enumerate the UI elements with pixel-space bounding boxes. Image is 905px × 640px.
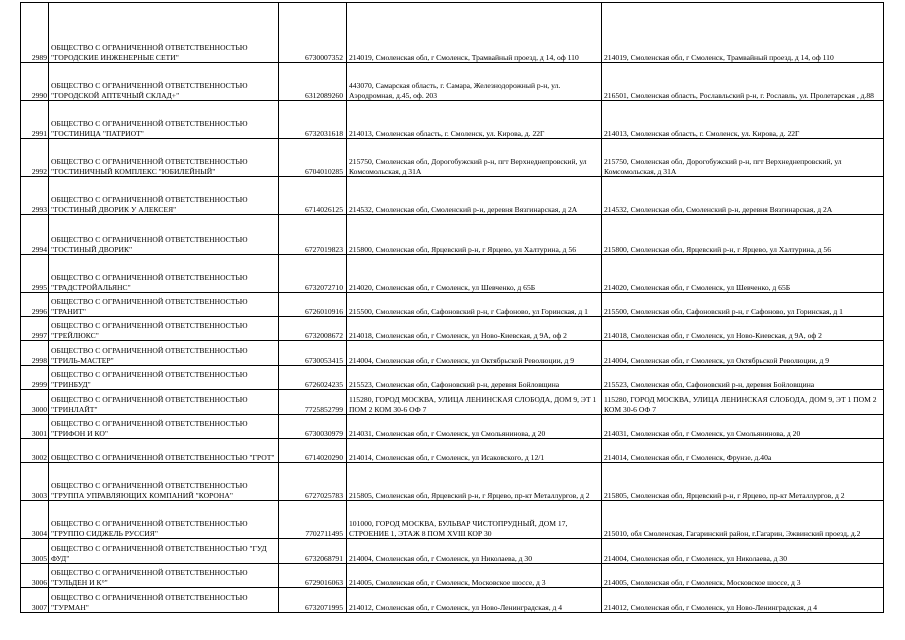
legal-address-cell: 214532, Смоленская обл, Смоленский р-н, деревня Вязгинарская, д 2А (347, 177, 602, 215)
row-number-cell: 3007 (21, 588, 49, 613)
inn-cell: 6714020290 (279, 439, 347, 463)
table-row (21, 564, 884, 588)
inn-cell: 6730030979 (279, 415, 347, 439)
row-number-cell: 2998 (21, 341, 49, 366)
row-number-cell: 2995 (21, 255, 49, 293)
organization-name-cell: ОБЩЕСТВО С ОГРАНИЧЕННОЙ ОТВЕТСТВЕННОСТЬЮ "ГРИЛЬ-МАСТЕР" (49, 341, 279, 366)
legal-address-cell: 215523, Смоленская обл, Сафоновский р-н, деревня Бойловщина (347, 366, 602, 390)
organization-name-cell: ОБЩЕСТВО С ОГРАНИЧЕННОЙ ОТВЕТСТВЕННОСТЬЮ "ГРИФОН И КО" (49, 415, 279, 439)
table-row (21, 439, 884, 463)
organization-name-cell: ОБЩЕСТВО С ОГРАНИЧЕННОЙ ОТВЕТСТВЕННОСТЬЮ "ГОСТИНЫЙ ДВОРИК" (49, 215, 279, 255)
actual-address-cell: 215500, Смоленская обл, Сафоновский р-н, г Сафоново, ул Горинская, д 1 (602, 293, 884, 317)
actual-address-cell: 214004, Смоленская обл, г Смоленск, ул Николаева, д 30 (602, 539, 884, 564)
actual-address-cell: 214012, Смоленская обл, г Смоленск, ул Ново-Ленинградская, д 4 (602, 588, 884, 613)
actual-address-cell: 215805, Смоленская обл, Ярцевский р-н, г Ярцево, пр-кт Металлургов, д 2 (602, 463, 884, 501)
inn-cell: 6727025783 (279, 463, 347, 501)
inn-cell: 6729016063 (279, 564, 347, 588)
legal-address-cell: 214013, Смоленская область, г. Смоленск, ул. Кирова, д. 22Г (347, 101, 602, 139)
actual-address-cell: 215523, Смоленская обл, Сафоновский р-н, деревня Бойловщина (602, 366, 884, 390)
actual-address-cell: 215750, Смоленская обл, Дорогобужский р-н, пгт Верхнеднепровский, ул Комсомольская, д 31А (602, 139, 884, 177)
row-number-cell: 3002 (21, 439, 49, 463)
inn-cell: 6714026125 (279, 177, 347, 215)
actual-address-cell: 214018, Смоленская обл, г Смоленск, ул Ново-Киевская, д 9А, оф 2 (602, 317, 884, 341)
actual-address-cell: 215010, обл Смоленская, Гагаринский район, г.Гагарин, Эжвинский проезд, д.2 (602, 501, 884, 539)
table-row (21, 415, 884, 439)
table-row (21, 539, 884, 564)
table-row (21, 139, 884, 177)
legal-address-cell: 115280, ГОРОД МОСКВА, УЛИЦА ЛЕНИНСКАЯ СЛОБОДА, ДОМ 9, ЭТ 1 ПОМ 2 КОМ 30-6 ОФ 7 (347, 390, 602, 415)
organization-name-cell: ОБЩЕСТВО С ОГРАНИЧЕННОЙ ОТВЕТСТВЕННОСТЬЮ "ГОРОДСКИЕ ИНЖЕНЕРНЫЕ СЕТИ" (49, 3, 279, 63)
actual-address-cell: 214532, Смоленская обл, Смоленский р-н, деревня Вязгинарская, д 2А (602, 177, 884, 215)
inn-cell: 6726010916 (279, 293, 347, 317)
row-number-cell: 2996 (21, 293, 49, 317)
legal-address-cell: 214004, Смоленская обл, г Смоленск, ул Николаева, д 30 (347, 539, 602, 564)
registry-rows (21, 3, 884, 613)
actual-address-cell: 214013, Смоленская область, г. Смоленск, ул. Кирова, д. 22Г (602, 101, 884, 139)
actual-address-cell: 214020, Смоленская обл, г Смоленск, ул Шевченко, д 65Б (602, 255, 884, 293)
row-number-cell: 2990 (21, 63, 49, 101)
actual-address-cell: 215800, Смоленская обл, Ярцевский р-н, г Ярцево, ул Халтурина, д 56 (602, 215, 884, 255)
actual-address-cell: 214005, Смоленская обл, г Смоленск, Московское шоссе, д 3 (602, 564, 884, 588)
organization-name-cell: ОБЩЕСТВО С ОГРАНИЧЕННОЙ ОТВЕТСТВЕННОСТЬЮ "ГОСТИНИЦА "ПАТРИОТ" (49, 101, 279, 139)
inn-cell: 6732068791 (279, 539, 347, 564)
table-row (21, 293, 884, 317)
table-row (21, 390, 884, 415)
inn-cell: 6730053415 (279, 341, 347, 366)
inn-cell: 6726024235 (279, 366, 347, 390)
table-row (21, 3, 884, 63)
table-row (21, 366, 884, 390)
row-number-cell: 3004 (21, 501, 49, 539)
legal-address-cell: 214031, Смоленская обл, г Смоленск, ул Смольянинова, д 20 (347, 415, 602, 439)
table-row (21, 341, 884, 366)
legal-address-cell: 214014, Смоленская обл, г Смоленск, ул Исаковского, д 12/1 (347, 439, 602, 463)
legal-address-cell: 215800, Смоленская обл, Ярцевский р-н, г Ярцево, ул Халтурина, д 56 (347, 215, 602, 255)
table-row (21, 317, 884, 341)
table-row (21, 501, 884, 539)
legal-address-cell: 214020, Смоленская обл, г Смоленск, ул Шевченко, д 65Б (347, 255, 602, 293)
inn-cell: 6732008672 (279, 317, 347, 341)
organization-name-cell: ОБЩЕСТВО С ОГРАНИЧЕННОЙ ОТВЕТСТВЕННОСТЬЮ "ГРОТ" (49, 439, 279, 463)
actual-address-cell: 115280, ГОРОД МОСКВА, УЛИЦА ЛЕНИНСКАЯ СЛОБОДА, ДОМ 9, ЭТ 1 ПОМ 2 КОМ 30-6 ОФ 7 (602, 390, 884, 415)
organization-name-cell: ОБЩЕСТВО С ОГРАНИЧЕННОЙ ОТВЕТСТВЕННОСТЬЮ "ГРИНЛАЙТ" (49, 390, 279, 415)
row-number-cell: 3000 (21, 390, 49, 415)
legal-address-cell: 101000, ГОРОД МОСКВА, БУЛЬВАР ЧИСТОПРУДНЫЙ, ДОМ 17, СТРОЕНИЕ 1, ЭТАЖ 8 ПОМ XVIII КОР 30 (347, 501, 602, 539)
organization-name-cell: ОБЩЕСТВО С ОГРАНИЧЕННОЙ ОТВЕТСТВЕННОСТЬЮ "ГРУППА УПРАВЛЯЮЩИХ КОМПАНИЙ "КОРОНА" (49, 463, 279, 501)
inn-cell: 6704010285 (279, 139, 347, 177)
inn-cell: 6732031618 (279, 101, 347, 139)
organization-name-cell: ОБЩЕСТВО С ОГРАНИЧЕННОЙ ОТВЕТСТВЕННОСТЬЮ "ГРИНБУД" (49, 366, 279, 390)
inn-cell: 6312089260 (279, 63, 347, 101)
legal-address-cell: 215500, Смоленская обл, Сафоновский р-н, г Сафоново, ул Горинская, д 1 (347, 293, 602, 317)
table-row (21, 215, 884, 255)
legal-address-cell: 214012, Смоленская обл, г Смоленск, ул Ново-Ленинградская, д 4 (347, 588, 602, 613)
row-number-cell: 2991 (21, 101, 49, 139)
legal-address-cell: 215805, Смоленская обл, Ярцевский р-н, г Ярцево, пр-кт Металлургов, д 2 (347, 463, 602, 501)
organization-name-cell: ОБЩЕСТВО С ОГРАНИЧЕННОЙ ОТВЕТСТВЕННОСТЬЮ "ГОРОДСКОЙ АПТЕЧНЫЙ СКЛАД+" (49, 63, 279, 101)
organization-name-cell: ОБЩЕСТВО С ОГРАНИЧЕННОЙ ОТВЕТСТВЕННОСТЬЮ "ГУЛЬДЕН И К°" (49, 564, 279, 588)
actual-address-cell: 214031, Смоленская обл, г Смоленск, ул Смольянинова, д 20 (602, 415, 884, 439)
inn-cell: 6732071995 (279, 588, 347, 613)
organization-name-cell: ОБЩЕСТВО С ОГРАНИЧЕННОЙ ОТВЕТСТВЕННОСТЬЮ "ГРУППО СИДЖЕЛЬ РУССИЯ" (49, 501, 279, 539)
organization-name-cell: ОБЩЕСТВО С ОГРАНИЧЕННОЙ ОТВЕТСТВЕННОСТЬЮ "ГУРМАН" (49, 588, 279, 613)
row-number-cell: 3003 (21, 463, 49, 501)
table-row (21, 588, 884, 613)
organization-name-cell: ОБЩЕСТВО С ОГРАНИЧЕННОЙ ОТВЕТСТВЕННОСТЬЮ "ГОСТИНИЧНЫЙ КОМПЛЕКС "ЮБИЛЕЙНЫЙ" (49, 139, 279, 177)
organization-name-cell: ОБЩЕСТВО С ОГРАНИЧЕННОЙ ОТВЕТСТВЕННОСТЬЮ "ГУД ФУД" (49, 539, 279, 564)
legal-address-cell: 214004, Смоленская обл, г Смоленск, ул Октябрьской Революции, д 9 (347, 341, 602, 366)
legal-address-cell: 443070, Самарская область, г. Самара, Железнодорожный р-н, ул. Аэродромная, д.45, оф. 203 (347, 63, 602, 101)
row-number-cell: 2997 (21, 317, 49, 341)
table-row (21, 177, 884, 215)
legal-address-cell: 215750, Смоленская обл, Дорогобужский р-н, пгт Верхнеднепровский, ул Комсомольская, д 31А (347, 139, 602, 177)
inn-cell: 6730007352 (279, 3, 347, 63)
table-row (21, 255, 884, 293)
legal-address-cell: 214018, Смоленская обл, г Смоленск, ул Ново-Киевская, д 9А, оф 2 (347, 317, 602, 341)
inn-cell: 6727019823 (279, 215, 347, 255)
row-number-cell: 2993 (21, 177, 49, 215)
table-row (21, 463, 884, 501)
row-number-cell: 3006 (21, 564, 49, 588)
actual-address-cell: 214014, Смоленская обл, г Смоленск, Фрунзе, д.40а (602, 439, 884, 463)
legal-address-cell: 214019, Смоленская обл, г Смоленск, Трамвайный проезд, д 14, оф 110 (347, 3, 602, 63)
legal-address-cell: 214005, Смоленская обл, г Смоленск, Московское шоссе, д 3 (347, 564, 602, 588)
inn-cell: 7725852799 (279, 390, 347, 415)
row-number-cell: 2999 (21, 366, 49, 390)
registry-table (20, 2, 884, 613)
row-number-cell: 3001 (21, 415, 49, 439)
row-number-cell: 2992 (21, 139, 49, 177)
organization-name-cell: ОБЩЕСТВО С ОГРАНИЧЕННОЙ ОТВЕТСТВЕННОСТЬЮ "ГРЕЙЛЮКС" (49, 317, 279, 341)
organization-name-cell: ОБЩЕСТВО С ОГРАНИЧЕННОЙ ОТВЕТСТВЕННОСТЬЮ "ГОСТИНЫЙ ДВОРИК У АЛЕКСЕЯ" (49, 177, 279, 215)
table-row (21, 101, 884, 139)
organization-name-cell: ОБЩЕСТВО С ОГРАНИЧЕННОЙ ОТВЕТСТВЕННОСТЬЮ "ГРАДСТРОЙАЛЬЯНС" (49, 255, 279, 293)
inn-cell: 7702711495 (279, 501, 347, 539)
actual-address-cell: 214019, Смоленская обл, г Смоленск, Трамвайный проезд, д 14, оф 110 (602, 3, 884, 63)
organization-name-cell: ОБЩЕСТВО С ОГРАНИЧЕННОЙ ОТВЕТСТВЕННОСТЬЮ "ГРАНИТ" (49, 293, 279, 317)
row-number-cell: 2989 (21, 3, 49, 63)
row-number-cell: 2994 (21, 215, 49, 255)
actual-address-cell: 216501, Смоленская область, Рославльский р-н, г. Рославль, ул. Пролетарская , д.88 (602, 63, 884, 101)
row-number-cell: 3005 (21, 539, 49, 564)
table-row (21, 63, 884, 101)
inn-cell: 6732072710 (279, 255, 347, 293)
actual-address-cell: 214004, Смоленская обл, г Смоленск, ул Октябрьской Революции, д 9 (602, 341, 884, 366)
